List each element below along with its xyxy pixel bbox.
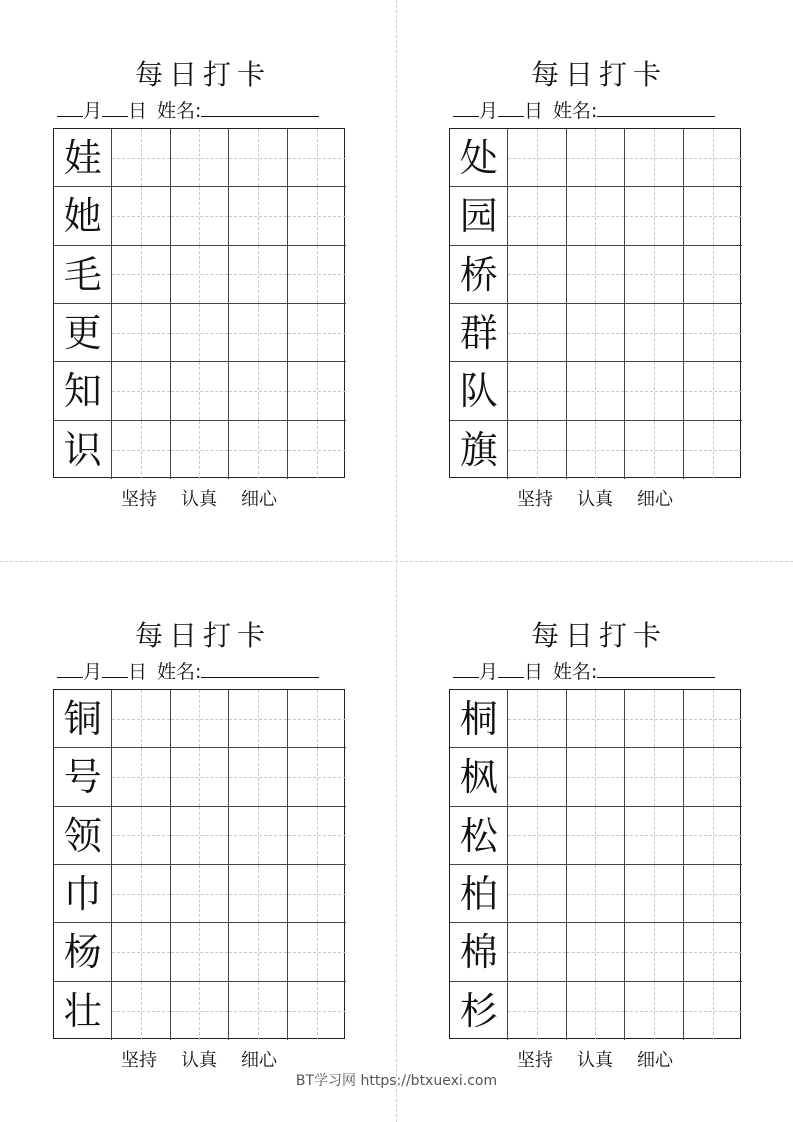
guide-line-horizontal [288, 391, 346, 392]
guide-line-horizontal [508, 952, 565, 953]
model-character-cell [450, 923, 508, 981]
model-character-cell [450, 748, 508, 806]
model-character-cell [450, 187, 508, 245]
practice-cell[interactable] [567, 807, 625, 865]
guide-line-horizontal [112, 1011, 169, 1012]
practice-cell[interactable] [288, 807, 346, 865]
guide-line-horizontal [171, 719, 228, 720]
writing-grid [449, 128, 741, 478]
practice-cell[interactable] [625, 187, 683, 245]
month-blank[interactable] [453, 657, 479, 678]
practice-cell[interactable] [508, 923, 566, 981]
guide-line-horizontal [229, 274, 286, 275]
guide-line-horizontal [171, 1011, 228, 1012]
guide-line-horizontal [684, 777, 742, 778]
site-footer: BT学习网 https://btxuexi.com [295, 1073, 498, 1089]
guide-line-horizontal [684, 158, 742, 159]
guide-line-horizontal [625, 894, 682, 895]
guide-line-horizontal [288, 952, 346, 953]
name-blank[interactable] [597, 657, 715, 678]
motto-word: 细心 [637, 1050, 673, 1071]
name-label: 姓名: [157, 100, 202, 122]
guide-line-horizontal [508, 835, 565, 836]
practice-cell[interactable] [288, 362, 346, 420]
guide-line-horizontal [684, 835, 742, 836]
model-character: 桥 [459, 252, 498, 297]
practice-cell[interactable] [508, 129, 566, 187]
guide-line-horizontal [567, 952, 624, 953]
month-label: 月 [479, 661, 499, 683]
model-character-cell [54, 748, 112, 806]
guide-line-horizontal [684, 450, 742, 451]
model-character: 更 [63, 311, 102, 355]
guide-line-horizontal [171, 333, 228, 334]
practice-cell[interactable] [508, 246, 566, 304]
practice-cell[interactable] [229, 129, 287, 187]
practice-cell[interactable] [229, 748, 287, 806]
day-blank[interactable] [102, 657, 128, 678]
card-title: 每日打卡 [134, 58, 271, 91]
guide-line-horizontal [288, 835, 346, 836]
model-character-cell [450, 982, 508, 1040]
guide-line-horizontal [625, 274, 682, 275]
practice-cell[interactable] [508, 865, 566, 923]
practice-cell[interactable] [288, 748, 346, 806]
practice-cell[interactable] [288, 690, 346, 748]
guide-line-horizontal [288, 719, 346, 720]
guide-line-horizontal [625, 216, 682, 217]
model-character: 松 [459, 813, 498, 858]
practice-card [53, 58, 353, 528]
writing-grid [53, 128, 345, 478]
day-label: 日 [128, 661, 148, 683]
model-character-cell [450, 865, 508, 923]
practice-cell[interactable] [684, 362, 742, 420]
model-character: 旗 [459, 427, 498, 472]
guide-line-horizontal [171, 158, 228, 159]
practice-cell[interactable] [625, 923, 683, 981]
guide-line-horizontal [625, 952, 682, 953]
model-character-cell [54, 129, 112, 187]
guide-line-horizontal [684, 333, 742, 334]
practice-cell[interactable] [684, 246, 742, 304]
practice-cell[interactable] [112, 304, 170, 362]
card-title: 每日打卡 [530, 58, 667, 91]
guide-line-horizontal [625, 391, 682, 392]
model-character: 壮 [63, 988, 102, 1033]
practice-cell[interactable] [112, 187, 170, 245]
practice-cell[interactable] [625, 304, 683, 362]
practice-cell[interactable] [684, 748, 742, 806]
guide-line-horizontal [684, 216, 742, 217]
model-character-cell [54, 807, 112, 865]
month-blank[interactable] [57, 96, 83, 117]
practice-cell[interactable] [288, 129, 346, 187]
guide-line-horizontal [288, 333, 346, 334]
card-title: 每日打卡 [530, 619, 667, 652]
guide-line-horizontal [229, 1011, 286, 1012]
model-character-cell [450, 690, 508, 748]
guide-line-horizontal [508, 777, 565, 778]
model-character-cell [450, 807, 508, 865]
model-character-cell [450, 304, 508, 362]
practice-cell[interactable] [508, 807, 566, 865]
model-character: 巾 [63, 872, 102, 916]
practice-cell[interactable] [229, 865, 287, 923]
model-character-cell [54, 362, 112, 420]
guide-line-horizontal [171, 952, 228, 953]
practice-cell[interactable] [567, 690, 625, 748]
practice-cell[interactable] [508, 982, 566, 1040]
guide-line-horizontal [508, 158, 565, 159]
guide-line-horizontal [508, 274, 565, 275]
motto-line [449, 488, 741, 512]
model-character: 处 [459, 136, 498, 180]
guide-line-horizontal [508, 450, 565, 451]
practice-cell[interactable] [567, 129, 625, 187]
practice-cell[interactable] [567, 865, 625, 923]
practice-card [449, 58, 749, 528]
model-character-cell [54, 865, 112, 923]
practice-cell[interactable] [567, 246, 625, 304]
guide-line-horizontal [625, 835, 682, 836]
guide-line-horizontal [112, 777, 169, 778]
motto-word: 细心 [241, 489, 277, 510]
guide-line-horizontal [567, 274, 624, 275]
date-name-line [57, 657, 351, 685]
model-character-cell [54, 304, 112, 362]
practice-cell[interactable] [508, 690, 566, 748]
day-blank[interactable] [498, 96, 524, 117]
guide-line-horizontal [684, 391, 742, 392]
practice-cell[interactable] [229, 807, 287, 865]
guide-line-horizontal [508, 391, 565, 392]
practice-cell[interactable] [229, 362, 287, 420]
practice-cell[interactable] [288, 246, 346, 304]
practice-cell[interactable] [229, 187, 287, 245]
guide-line-horizontal [684, 719, 742, 720]
guide-line-horizontal [508, 216, 565, 217]
practice-cell[interactable] [229, 923, 287, 981]
practice-cell[interactable] [112, 246, 170, 304]
guide-line-horizontal [229, 777, 286, 778]
practice-cell[interactable] [508, 362, 566, 420]
practice-cell[interactable] [112, 362, 170, 420]
model-character: 她 [63, 194, 102, 239]
motto-word: 坚持 [517, 489, 553, 510]
name-label: 姓名: [157, 661, 202, 683]
practice-cell[interactable] [625, 690, 683, 748]
guide-line-horizontal [625, 719, 682, 720]
practice-cell[interactable] [567, 923, 625, 981]
month-label: 月 [479, 100, 499, 122]
practice-cell[interactable] [625, 982, 683, 1040]
practice-cell[interactable] [288, 304, 346, 362]
guide-line-horizontal [684, 894, 742, 895]
practice-cell[interactable] [171, 304, 229, 362]
practice-cell[interactable] [684, 690, 742, 748]
practice-card [449, 619, 749, 1089]
model-character: 柏 [459, 872, 498, 916]
model-character-cell [54, 982, 112, 1040]
practice-cell[interactable] [684, 923, 742, 981]
practice-cell[interactable] [112, 807, 170, 865]
guide-line-horizontal [508, 894, 565, 895]
practice-cell[interactable] [288, 865, 346, 923]
guide-line-horizontal [288, 274, 346, 275]
guide-line-horizontal [567, 777, 624, 778]
model-character: 枫 [459, 755, 498, 800]
practice-cell[interactable] [229, 982, 287, 1040]
card-title: 每日打卡 [134, 619, 271, 652]
practice-cell[interactable] [171, 982, 229, 1040]
guide-line-horizontal [567, 835, 624, 836]
guide-line-horizontal [112, 719, 169, 720]
motto-line [53, 488, 345, 512]
motto-word: 细心 [637, 489, 673, 510]
motto-word: 坚持 [121, 489, 157, 510]
practice-cell[interactable] [171, 129, 229, 187]
guide-line-horizontal [288, 1011, 346, 1012]
practice-cell[interactable] [288, 187, 346, 245]
practice-cell[interactable] [112, 690, 170, 748]
guide-line-horizontal [567, 894, 624, 895]
date-name-line [453, 657, 747, 685]
model-character: 杉 [459, 988, 498, 1033]
name-blank[interactable] [597, 96, 715, 117]
practice-cell[interactable] [171, 246, 229, 304]
motto-word: 认真 [181, 489, 217, 510]
practice-cell[interactable] [171, 923, 229, 981]
practice-cell[interactable] [508, 304, 566, 362]
guide-line-horizontal [112, 391, 169, 392]
practice-cell[interactable] [288, 923, 346, 981]
guide-line-horizontal [288, 158, 346, 159]
model-character: 识 [63, 427, 102, 472]
model-character: 园 [459, 194, 498, 239]
practice-cell[interactable] [229, 690, 287, 748]
guide-line-horizontal [567, 158, 624, 159]
practice-cell[interactable] [625, 129, 683, 187]
guide-line-horizontal [112, 894, 169, 895]
practice-cell[interactable] [625, 362, 683, 420]
guide-line-horizontal [112, 835, 169, 836]
guide-line-horizontal [508, 333, 565, 334]
practice-cell[interactable] [171, 421, 229, 479]
guide-line-horizontal [625, 777, 682, 778]
guide-line-horizontal [171, 216, 228, 217]
practice-cell[interactable] [171, 187, 229, 245]
model-character: 知 [63, 369, 102, 414]
model-character-cell [450, 246, 508, 304]
guide-line-horizontal [288, 450, 346, 451]
model-character: 铜 [63, 697, 102, 741]
motto-word: 认真 [577, 489, 613, 510]
practice-cell[interactable] [112, 923, 170, 981]
motto-word: 细心 [241, 1050, 277, 1071]
guide-line-horizontal [229, 216, 286, 217]
model-character-cell [54, 246, 112, 304]
name-label: 姓名: [553, 100, 598, 122]
practice-cell[interactable] [625, 865, 683, 923]
date-name-line [453, 96, 747, 124]
guide-line-horizontal [625, 450, 682, 451]
guide-line-horizontal [625, 158, 682, 159]
practice-cell[interactable] [508, 748, 566, 806]
month-blank[interactable] [57, 657, 83, 678]
guide-line-horizontal [288, 216, 346, 217]
guide-line-horizontal [112, 216, 169, 217]
guide-line-horizontal [567, 333, 624, 334]
model-character-cell [54, 923, 112, 981]
model-character: 棉 [459, 930, 498, 975]
practice-cell[interactable] [625, 421, 683, 479]
practice-card [53, 619, 353, 1089]
practice-cell[interactable] [171, 807, 229, 865]
practice-cell[interactable] [684, 129, 742, 187]
guide-line-horizontal [625, 1011, 682, 1012]
practice-cell[interactable] [625, 748, 683, 806]
model-character: 领 [63, 813, 102, 858]
guide-line-horizontal [625, 333, 682, 334]
practice-cell[interactable] [112, 748, 170, 806]
practice-cell[interactable] [567, 748, 625, 806]
model-character: 毛 [63, 252, 102, 297]
model-character: 队 [459, 369, 498, 414]
practice-cell[interactable] [229, 421, 287, 479]
guide-line-horizontal [229, 333, 286, 334]
practice-cell[interactable] [684, 865, 742, 923]
name-label: 姓名: [553, 661, 598, 683]
guide-line-horizontal [567, 719, 624, 720]
model-character: 桐 [459, 697, 498, 741]
model-character: 娃 [63, 136, 102, 180]
motto-word: 坚持 [517, 1050, 553, 1071]
month-label: 月 [83, 661, 103, 683]
practice-cell[interactable] [508, 187, 566, 245]
guide-line-horizontal [684, 1011, 742, 1012]
guide-line-horizontal [171, 274, 228, 275]
practice-cell[interactable] [508, 421, 566, 479]
model-character-cell [450, 421, 508, 479]
guide-line-horizontal [288, 894, 346, 895]
practice-cell[interactable] [112, 129, 170, 187]
model-character-cell [54, 187, 112, 245]
guide-line-horizontal [229, 450, 286, 451]
guide-line-horizontal [171, 835, 228, 836]
model-character-cell [54, 690, 112, 748]
guide-line-horizontal [684, 952, 742, 953]
month-blank[interactable] [453, 96, 479, 117]
name-blank[interactable] [201, 657, 319, 678]
guide-line-horizontal [567, 1011, 624, 1012]
day-label: 日 [128, 100, 148, 122]
motto-word: 坚持 [121, 1050, 157, 1071]
model-character-cell [450, 129, 508, 187]
guide-line-horizontal [684, 274, 742, 275]
practice-cell[interactable] [288, 982, 346, 1040]
guide-line-horizontal [171, 450, 228, 451]
guide-line-horizontal [112, 274, 169, 275]
horizontal-cut-line [0, 561, 793, 562]
guide-line-horizontal [171, 391, 228, 392]
writing-grid [53, 689, 345, 1039]
model-character: 杨 [63, 930, 102, 975]
guide-line-horizontal [229, 719, 286, 720]
guide-line-horizontal [171, 894, 228, 895]
practice-cell[interactable] [684, 982, 742, 1040]
day-label: 日 [524, 100, 544, 122]
motto-word: 认真 [577, 1050, 613, 1071]
guide-line-horizontal [567, 216, 624, 217]
practice-cell[interactable] [171, 748, 229, 806]
model-character: 群 [459, 311, 498, 355]
guide-line-horizontal [112, 952, 169, 953]
model-character-cell [54, 421, 112, 479]
guide-line-horizontal [229, 158, 286, 159]
guide-line-horizontal [112, 333, 169, 334]
practice-cell[interactable] [567, 187, 625, 245]
practice-cell[interactable] [684, 807, 742, 865]
model-character-cell [450, 362, 508, 420]
practice-cell[interactable] [171, 865, 229, 923]
practice-cell[interactable] [229, 246, 287, 304]
guide-line-horizontal [288, 777, 346, 778]
practice-cell[interactable] [229, 304, 287, 362]
practice-cell[interactable] [567, 304, 625, 362]
practice-cell[interactable] [684, 421, 742, 479]
date-name-line [57, 96, 351, 124]
guide-line-horizontal [567, 450, 624, 451]
guide-line-horizontal [112, 450, 169, 451]
guide-line-horizontal [567, 391, 624, 392]
guide-line-horizontal [171, 777, 228, 778]
practice-cell[interactable] [171, 362, 229, 420]
day-blank[interactable] [102, 96, 128, 117]
practice-cell[interactable] [171, 690, 229, 748]
guide-line-horizontal [229, 835, 286, 836]
practice-cell[interactable] [684, 304, 742, 362]
practice-cell[interactable] [112, 421, 170, 479]
model-character: 号 [63, 755, 102, 800]
guide-line-horizontal [508, 719, 565, 720]
practice-cell[interactable] [112, 982, 170, 1040]
practice-cell[interactable] [112, 865, 170, 923]
writing-grid [449, 689, 741, 1039]
guide-line-horizontal [229, 391, 286, 392]
practice-cell[interactable] [567, 362, 625, 420]
practice-cell[interactable] [684, 187, 742, 245]
practice-cell[interactable] [567, 982, 625, 1040]
guide-line-horizontal [508, 1011, 565, 1012]
guide-line-horizontal [112, 158, 169, 159]
month-label: 月 [83, 100, 103, 122]
day-blank[interactable] [498, 657, 524, 678]
day-label: 日 [524, 661, 544, 683]
practice-cell[interactable] [625, 246, 683, 304]
practice-cell[interactable] [288, 421, 346, 479]
guide-line-horizontal [229, 952, 286, 953]
practice-cell[interactable] [625, 807, 683, 865]
guide-line-horizontal [229, 894, 286, 895]
name-blank[interactable] [201, 96, 319, 117]
practice-cell[interactable] [567, 421, 625, 479]
motto-word: 认真 [181, 1050, 217, 1071]
